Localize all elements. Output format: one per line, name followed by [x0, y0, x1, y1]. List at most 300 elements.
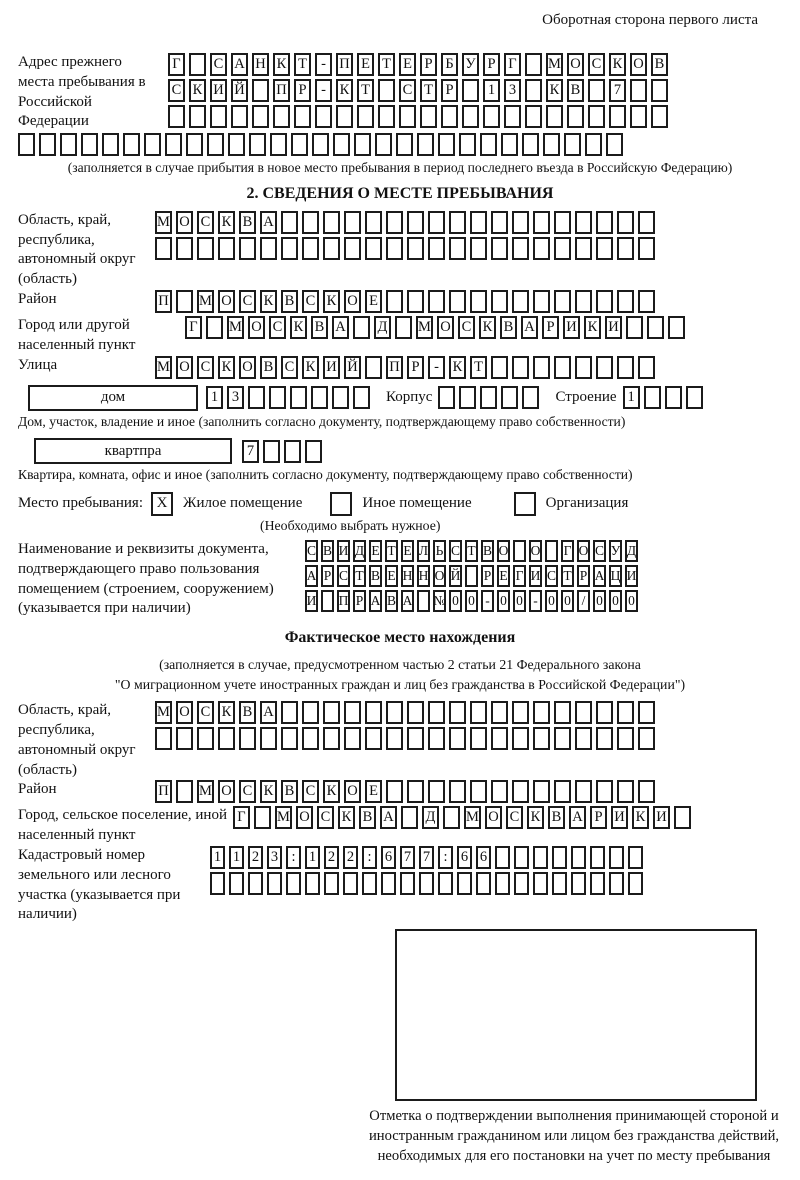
char-cell[interactable]: Т — [353, 565, 366, 587]
char-cell[interactable]: С — [197, 701, 214, 724]
char-cell[interactable]: Л — [417, 540, 430, 562]
char-cell[interactable]: В — [481, 540, 494, 562]
char-cell[interactable] — [590, 872, 605, 895]
char-cell[interactable]: Р — [420, 53, 437, 76]
char-cell[interactable] — [575, 211, 592, 234]
char-cell[interactable] — [365, 701, 382, 724]
char-cell[interactable] — [459, 386, 476, 409]
char-cell[interactable]: Е — [399, 53, 416, 76]
char-cell[interactable]: В — [281, 290, 298, 313]
char-cell[interactable]: А — [305, 565, 318, 587]
char-cell[interactable] — [186, 133, 203, 156]
char-cell[interactable]: 0 — [513, 590, 526, 612]
char-cell[interactable] — [197, 727, 214, 750]
char-cell[interactable] — [512, 356, 529, 379]
char-cell[interactable]: М — [155, 356, 172, 379]
char-cell[interactable]: А — [593, 565, 606, 587]
char-cell[interactable] — [176, 780, 193, 803]
char-cell[interactable] — [585, 133, 602, 156]
char-cell[interactable] — [512, 211, 529, 234]
char-cell[interactable]: А — [369, 590, 382, 612]
char-cell[interactable]: С — [399, 79, 416, 102]
char-cell[interactable] — [396, 133, 413, 156]
char-cell[interactable] — [252, 105, 269, 128]
char-cell[interactable] — [302, 211, 319, 234]
char-cell[interactable]: К — [527, 806, 544, 829]
char-cell[interactable]: Т — [385, 540, 398, 562]
char-cell[interactable]: М — [464, 806, 481, 829]
char-cell[interactable] — [123, 133, 140, 156]
char-cell[interactable] — [239, 727, 256, 750]
char-cell[interactable] — [617, 356, 634, 379]
char-cell[interactable]: Р — [481, 565, 494, 587]
char-cell[interactable]: Д — [625, 540, 638, 562]
char-cell[interactable]: А — [260, 211, 277, 234]
char-cell[interactable]: 1 — [623, 386, 640, 409]
char-cell[interactable]: С — [239, 780, 256, 803]
char-cell[interactable]: 6 — [381, 846, 396, 869]
char-cell[interactable] — [407, 780, 424, 803]
char-cell[interactable]: С — [210, 53, 227, 76]
char-cell[interactable]: О — [218, 290, 235, 313]
char-cell[interactable] — [155, 727, 172, 750]
char-cell[interactable]: Т — [357, 79, 374, 102]
char-cell[interactable]: 1 — [210, 846, 225, 869]
char-cell[interactable] — [575, 701, 592, 724]
char-cell[interactable] — [504, 105, 521, 128]
char-cell[interactable]: К — [218, 211, 235, 234]
char-cell[interactable]: У — [462, 53, 479, 76]
char-cell[interactable] — [606, 133, 623, 156]
char-cell[interactable]: И — [337, 540, 350, 562]
char-cell[interactable]: 3 — [267, 846, 282, 869]
char-cell[interactable]: О — [433, 565, 446, 587]
char-cell[interactable] — [533, 701, 550, 724]
char-cell[interactable] — [407, 290, 424, 313]
char-cell[interactable]: М — [155, 701, 172, 724]
char-cell[interactable]: Б — [441, 53, 458, 76]
char-cell[interactable] — [438, 872, 453, 895]
char-cell[interactable] — [638, 237, 655, 260]
char-cell[interactable]: 0 — [593, 590, 606, 612]
char-cell[interactable] — [533, 846, 548, 869]
char-cell[interactable]: Р — [294, 79, 311, 102]
char-cell[interactable] — [483, 105, 500, 128]
char-cell[interactable] — [554, 780, 571, 803]
char-cell[interactable]: К — [479, 316, 496, 339]
char-cell[interactable] — [628, 846, 643, 869]
char-cell[interactable] — [470, 701, 487, 724]
char-cell[interactable]: С — [269, 316, 286, 339]
char-cell[interactable] — [449, 780, 466, 803]
char-cell[interactable]: А — [332, 316, 349, 339]
char-cell[interactable]: С — [593, 540, 606, 562]
char-cell[interactable]: Д — [422, 806, 439, 829]
char-cell[interactable]: В — [311, 316, 328, 339]
char-cell[interactable] — [302, 237, 319, 260]
char-cell[interactable] — [155, 237, 172, 260]
char-cell[interactable]: - — [481, 590, 494, 612]
char-cell[interactable] — [332, 386, 349, 409]
char-cell[interactable]: Р — [407, 356, 424, 379]
char-cell[interactable]: Е — [497, 565, 510, 587]
char-cell[interactable]: К — [273, 53, 290, 76]
char-cell[interactable]: Т — [465, 540, 478, 562]
char-cell[interactable] — [609, 872, 624, 895]
char-cell[interactable] — [286, 872, 301, 895]
char-cell[interactable]: 7 — [419, 846, 434, 869]
char-cell[interactable]: Ь — [433, 540, 446, 562]
char-cell[interactable] — [575, 727, 592, 750]
char-cell[interactable] — [229, 872, 244, 895]
char-cell[interactable]: - — [315, 53, 332, 76]
char-cell[interactable]: О — [344, 780, 361, 803]
char-cell[interactable] — [609, 846, 624, 869]
char-cell[interactable] — [533, 290, 550, 313]
char-cell[interactable] — [400, 872, 415, 895]
char-cell[interactable]: И — [625, 565, 638, 587]
char-cell[interactable]: 0 — [449, 590, 462, 612]
char-cell[interactable] — [571, 846, 586, 869]
char-cell[interactable]: К — [338, 806, 355, 829]
char-cell[interactable]: П — [337, 590, 350, 612]
char-cell[interactable]: М — [275, 806, 292, 829]
char-cell[interactable]: Т — [470, 356, 487, 379]
char-cell[interactable] — [273, 105, 290, 128]
char-cell[interactable] — [462, 79, 479, 102]
char-cell[interactable]: 6 — [457, 846, 472, 869]
char-cell[interactable] — [321, 590, 334, 612]
char-cell[interactable] — [651, 105, 668, 128]
char-cell[interactable] — [381, 872, 396, 895]
char-cell[interactable] — [630, 105, 647, 128]
char-cell[interactable]: Е — [365, 780, 382, 803]
char-cell[interactable]: 0 — [609, 590, 622, 612]
char-cell[interactable]: Г — [513, 565, 526, 587]
char-cell[interactable]: И — [563, 316, 580, 339]
char-cell[interactable] — [252, 79, 269, 102]
char-cell[interactable] — [281, 701, 298, 724]
char-cell[interactable] — [386, 237, 403, 260]
char-cell[interactable] — [102, 133, 119, 156]
char-cell[interactable]: С — [168, 79, 185, 102]
char-cell[interactable] — [533, 211, 550, 234]
char-cell[interactable] — [525, 79, 542, 102]
char-cell[interactable]: 2 — [324, 846, 339, 869]
char-cell[interactable]: В — [281, 780, 298, 803]
char-cell[interactable] — [651, 79, 668, 102]
char-cell[interactable] — [344, 727, 361, 750]
char-cell[interactable] — [428, 290, 445, 313]
char-cell[interactable] — [323, 727, 340, 750]
char-cell[interactable] — [480, 386, 497, 409]
char-cell[interactable] — [552, 846, 567, 869]
char-cell[interactable]: М — [546, 53, 563, 76]
char-cell[interactable]: Р — [441, 79, 458, 102]
char-cell[interactable] — [514, 846, 529, 869]
char-cell[interactable]: В — [651, 53, 668, 76]
char-cell[interactable] — [647, 316, 664, 339]
char-cell[interactable]: Г — [168, 53, 185, 76]
char-cell[interactable]: Е — [365, 290, 382, 313]
char-cell[interactable] — [512, 237, 529, 260]
char-cell[interactable] — [491, 356, 508, 379]
char-cell[interactable] — [239, 237, 256, 260]
char-cell[interactable] — [638, 356, 655, 379]
char-cell[interactable] — [269, 386, 286, 409]
char-cell[interactable]: Й — [231, 79, 248, 102]
char-cell[interactable] — [554, 727, 571, 750]
char-cell[interactable] — [449, 290, 466, 313]
char-cell[interactable]: 6 — [476, 846, 491, 869]
char-cell[interactable] — [545, 540, 558, 562]
char-cell[interactable]: А — [401, 590, 414, 612]
char-cell[interactable]: 1 — [483, 79, 500, 102]
char-cell[interactable] — [386, 701, 403, 724]
char-cell[interactable] — [476, 872, 491, 895]
char-cell[interactable] — [567, 105, 584, 128]
char-cell[interactable] — [407, 211, 424, 234]
char-cell[interactable] — [428, 780, 445, 803]
char-cell[interactable]: Ц — [609, 565, 622, 587]
char-cell[interactable] — [344, 701, 361, 724]
char-cell[interactable]: К — [323, 290, 340, 313]
char-cell[interactable] — [617, 290, 634, 313]
char-cell[interactable]: К — [302, 356, 319, 379]
char-cell[interactable] — [419, 872, 434, 895]
char-cell[interactable] — [512, 701, 529, 724]
char-cell[interactable] — [428, 237, 445, 260]
char-cell[interactable]: Р — [483, 53, 500, 76]
char-cell[interactable]: С — [197, 211, 214, 234]
char-cell[interactable]: М — [197, 780, 214, 803]
char-cell[interactable] — [617, 727, 634, 750]
char-cell[interactable] — [344, 237, 361, 260]
char-cell[interactable]: 2 — [248, 846, 263, 869]
char-cell[interactable]: Р — [590, 806, 607, 829]
char-cell[interactable] — [281, 237, 298, 260]
char-cell[interactable] — [470, 237, 487, 260]
char-cell[interactable] — [362, 872, 377, 895]
char-cell[interactable] — [407, 701, 424, 724]
char-cell[interactable] — [417, 133, 434, 156]
char-cell[interactable]: К — [336, 79, 353, 102]
char-cell[interactable] — [353, 316, 370, 339]
char-cell[interactable] — [189, 53, 206, 76]
char-cell[interactable] — [617, 237, 634, 260]
char-cell[interactable]: 0 — [497, 590, 510, 612]
char-cell[interactable] — [210, 105, 227, 128]
char-cell[interactable]: Н — [252, 53, 269, 76]
char-cell[interactable]: П — [336, 53, 353, 76]
char-cell[interactable]: К — [260, 780, 277, 803]
char-cell[interactable] — [323, 701, 340, 724]
char-cell[interactable] — [533, 356, 550, 379]
char-cell[interactable]: А — [260, 701, 277, 724]
char-cell[interactable] — [284, 440, 301, 463]
char-cell[interactable]: 1 — [229, 846, 244, 869]
char-cell[interactable]: 0 — [561, 590, 574, 612]
char-cell[interactable] — [470, 290, 487, 313]
char-cell[interactable]: К — [189, 79, 206, 102]
char-cell[interactable] — [365, 727, 382, 750]
char-cell[interactable] — [60, 133, 77, 156]
char-cell[interactable]: Г — [561, 540, 574, 562]
char-cell[interactable] — [378, 105, 395, 128]
char-cell[interactable] — [449, 211, 466, 234]
char-cell[interactable]: К — [218, 356, 235, 379]
char-cell[interactable] — [457, 872, 472, 895]
char-cell[interactable] — [554, 290, 571, 313]
char-cell[interactable]: О — [529, 540, 542, 562]
char-cell[interactable]: 7 — [400, 846, 415, 869]
char-cell[interactable]: Т — [420, 79, 437, 102]
char-cell[interactable] — [462, 105, 479, 128]
char-cell[interactable]: № — [433, 590, 446, 612]
char-cell[interactable] — [546, 105, 563, 128]
char-cell[interactable] — [449, 701, 466, 724]
char-cell[interactable]: О — [176, 211, 193, 234]
char-cell[interactable] — [428, 727, 445, 750]
char-cell[interactable] — [533, 237, 550, 260]
char-cell[interactable] — [420, 105, 437, 128]
char-cell[interactable] — [294, 105, 311, 128]
char-cell[interactable]: А — [569, 806, 586, 829]
char-cell[interactable]: С — [588, 53, 605, 76]
char-cell[interactable] — [674, 806, 691, 829]
char-cell[interactable] — [596, 701, 613, 724]
char-cell[interactable] — [441, 105, 458, 128]
char-cell[interactable]: : — [362, 846, 377, 869]
char-cell[interactable] — [267, 872, 282, 895]
char-cell[interactable]: К — [449, 356, 466, 379]
char-cell[interactable] — [407, 727, 424, 750]
char-cell[interactable]: И — [210, 79, 227, 102]
char-cell[interactable] — [512, 780, 529, 803]
char-cell[interactable]: К — [260, 290, 277, 313]
char-cell[interactable] — [344, 211, 361, 234]
char-cell[interactable] — [365, 211, 382, 234]
char-cell[interactable] — [630, 79, 647, 102]
char-cell[interactable] — [491, 701, 508, 724]
char-cell[interactable]: Т — [561, 565, 574, 587]
char-cell[interactable] — [495, 872, 510, 895]
char-cell[interactable]: О — [296, 806, 313, 829]
char-cell[interactable] — [365, 237, 382, 260]
char-cell[interactable] — [438, 386, 455, 409]
char-cell[interactable] — [176, 727, 193, 750]
char-cell[interactable] — [176, 290, 193, 313]
char-cell[interactable]: О — [497, 540, 510, 562]
char-cell[interactable] — [165, 133, 182, 156]
char-cell[interactable]: - — [428, 356, 445, 379]
char-cell[interactable]: С — [281, 356, 298, 379]
char-cell[interactable] — [501, 133, 518, 156]
char-cell[interactable]: П — [386, 356, 403, 379]
char-cell[interactable] — [686, 386, 703, 409]
char-cell[interactable] — [218, 727, 235, 750]
char-cell[interactable] — [575, 780, 592, 803]
char-cell[interactable]: Й — [344, 356, 361, 379]
char-cell[interactable]: С — [337, 565, 350, 587]
char-cell[interactable]: О — [567, 53, 584, 76]
char-cell[interactable]: 7 — [242, 440, 259, 463]
char-cell[interactable] — [375, 133, 392, 156]
char-cell[interactable] — [512, 290, 529, 313]
char-cell[interactable]: Р — [542, 316, 559, 339]
checkbox-organizatsiya[interactable] — [514, 492, 536, 516]
char-cell[interactable] — [443, 806, 460, 829]
char-cell[interactable]: И — [305, 590, 318, 612]
char-cell[interactable] — [609, 105, 626, 128]
char-cell[interactable] — [305, 872, 320, 895]
char-cell[interactable] — [533, 727, 550, 750]
checkbox-inoe[interactable] — [330, 492, 352, 516]
char-cell[interactable] — [399, 105, 416, 128]
char-cell[interactable] — [512, 727, 529, 750]
char-cell[interactable]: Е — [401, 540, 414, 562]
char-cell[interactable] — [491, 727, 508, 750]
char-cell[interactable]: О — [577, 540, 590, 562]
char-cell[interactable] — [231, 105, 248, 128]
char-cell[interactable] — [626, 316, 643, 339]
char-cell[interactable]: С — [302, 290, 319, 313]
char-cell[interactable] — [144, 133, 161, 156]
char-cell[interactable] — [470, 727, 487, 750]
char-cell[interactable] — [428, 211, 445, 234]
char-cell[interactable]: К — [546, 79, 563, 102]
char-cell[interactable] — [575, 237, 592, 260]
char-cell[interactable]: О — [239, 356, 256, 379]
char-cell[interactable]: С — [302, 780, 319, 803]
char-cell[interactable]: С — [545, 565, 558, 587]
char-cell[interactable] — [324, 872, 339, 895]
char-cell[interactable] — [571, 872, 586, 895]
char-cell[interactable]: 0 — [465, 590, 478, 612]
char-cell[interactable] — [554, 356, 571, 379]
char-cell[interactable]: Е — [369, 540, 382, 562]
char-cell[interactable]: Е — [357, 53, 374, 76]
char-cell[interactable] — [270, 133, 287, 156]
char-cell[interactable] — [491, 780, 508, 803]
char-cell[interactable] — [491, 290, 508, 313]
char-cell[interactable] — [665, 386, 682, 409]
char-cell[interactable] — [596, 727, 613, 750]
char-cell[interactable]: 0 — [545, 590, 558, 612]
char-cell[interactable]: И — [605, 316, 622, 339]
char-cell[interactable]: Й — [449, 565, 462, 587]
char-cell[interactable]: С — [305, 540, 318, 562]
char-cell[interactable]: Д — [353, 540, 366, 562]
char-cell[interactable]: С — [317, 806, 334, 829]
char-cell[interactable]: М — [197, 290, 214, 313]
char-cell[interactable] — [323, 237, 340, 260]
char-cell[interactable]: Н — [401, 565, 414, 587]
char-cell[interactable] — [291, 133, 308, 156]
char-cell[interactable] — [263, 440, 280, 463]
char-cell[interactable] — [378, 79, 395, 102]
char-cell[interactable] — [491, 237, 508, 260]
char-cell[interactable]: О — [248, 316, 265, 339]
char-cell[interactable]: О — [176, 356, 193, 379]
char-cell[interactable] — [596, 211, 613, 234]
char-cell[interactable] — [668, 316, 685, 339]
char-cell[interactable] — [333, 133, 350, 156]
char-cell[interactable] — [206, 316, 223, 339]
char-cell[interactable] — [638, 780, 655, 803]
char-cell[interactable] — [312, 133, 329, 156]
char-cell[interactable]: 1 — [206, 386, 223, 409]
